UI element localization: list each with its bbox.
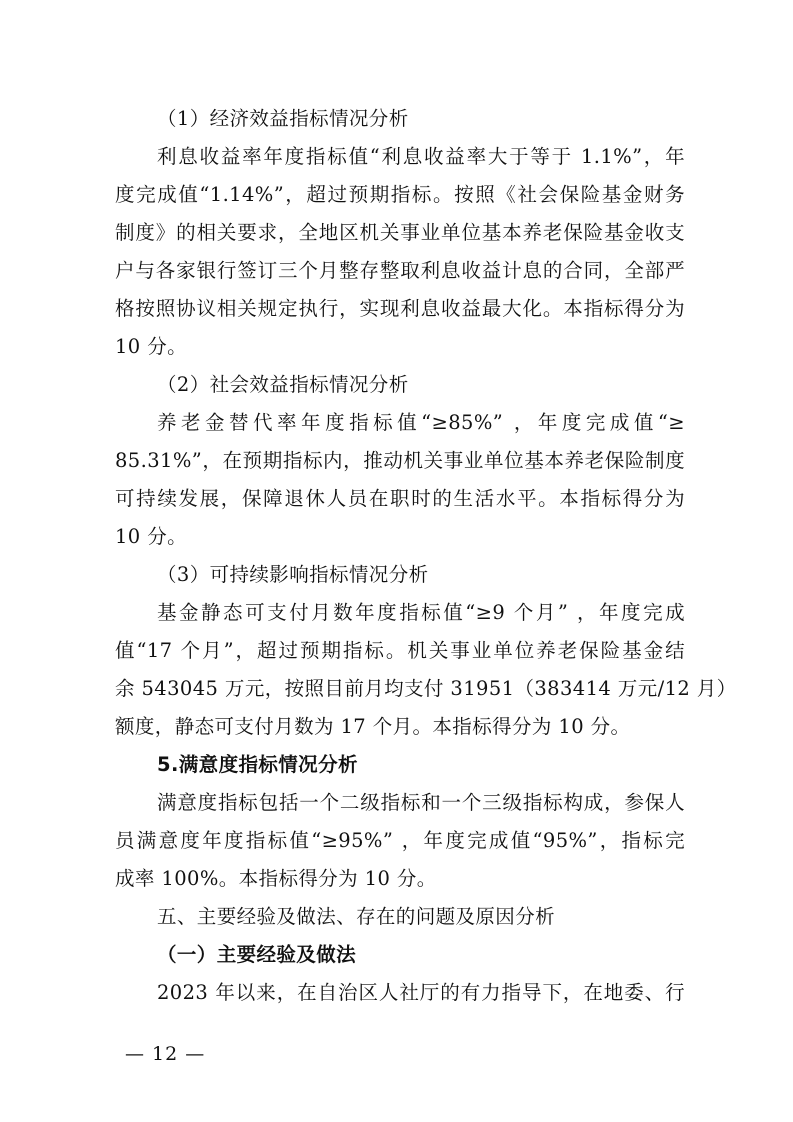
paragraph-line: 成率 100%。本指标得分为 10 分。 bbox=[115, 867, 437, 890]
paragraph-line: 10 分。 bbox=[115, 335, 188, 358]
document-body bbox=[115, 100, 737, 1012]
paragraph-line: 员满意度年度指标值“≥95%” ，年度完成值“95%”，指标完 bbox=[115, 829, 685, 852]
paragraph-line: 可持续发展，保障退休人员在职时的生活水平。本指标得分为 bbox=[115, 487, 685, 510]
subheading-social: （2）社会效益指标情况分析 bbox=[157, 373, 409, 396]
paragraph-line: 满意度指标包括一个二级指标和一个三级指标构成，参保人 bbox=[157, 791, 685, 814]
paragraph-line: 额度，静态可支付月数为 17 个月。本指标得分为 10 分。 bbox=[115, 715, 631, 738]
paragraph-line: 格按照协议相关规定执行，实现利息收益最大化。本指标得分为 bbox=[115, 297, 685, 320]
paragraph-line: 10 分。 bbox=[115, 525, 188, 548]
paragraph-line: 利息收益率年度指标值“利息收益率大于等于 1.1%”，年 bbox=[157, 145, 685, 168]
paragraph-line: 度完成值“1.14%”，超过预期指标。按照《社会保险基金财务 bbox=[115, 183, 685, 206]
page-number: — 12 — bbox=[125, 1043, 206, 1065]
subheading-economic: （1）经济效益指标情况分析 bbox=[157, 107, 409, 130]
paragraph-line: 户与各家银行签订三个月整存整取利息收益计息的合同，全部严 bbox=[115, 259, 685, 282]
paragraph-line: 85.31%”，在预期指标内，推动机关事业单位基本养老保险制度 bbox=[115, 449, 685, 472]
subheading-sustainable: （3）可持续影响指标情况分析 bbox=[157, 563, 429, 586]
paragraph-line: 制度》的相关要求，全地区机关事业单位基本养老保险基金收支 bbox=[115, 221, 685, 244]
heading-satisfaction: 5.满意度指标情况分析 bbox=[157, 753, 358, 776]
paragraph-line: 养老金替代率年度指标值“≥85%” ，年度完成值“≥ bbox=[157, 411, 685, 434]
paragraph-line: 余 543045 万元，按照目前月均支付 31951（383414 万元/12 月） bbox=[115, 677, 737, 700]
paragraph-line: 值“17 个月”，超过预期指标。机关事业单位养老保险基金结 bbox=[115, 639, 685, 662]
section-heading-five: 五、主要经验及做法、存在的问题及原因分析 bbox=[157, 905, 556, 928]
paragraph-line: 2023 年以来，在自治区人社厅的有力指导下，在地委、行 bbox=[157, 981, 685, 1004]
subsection-heading-experience: （一）主要经验及做法 bbox=[157, 943, 357, 966]
paragraph-line: 基金静态可支付月数年度指标值“≥9 个月” ，年度完成 bbox=[157, 601, 685, 624]
